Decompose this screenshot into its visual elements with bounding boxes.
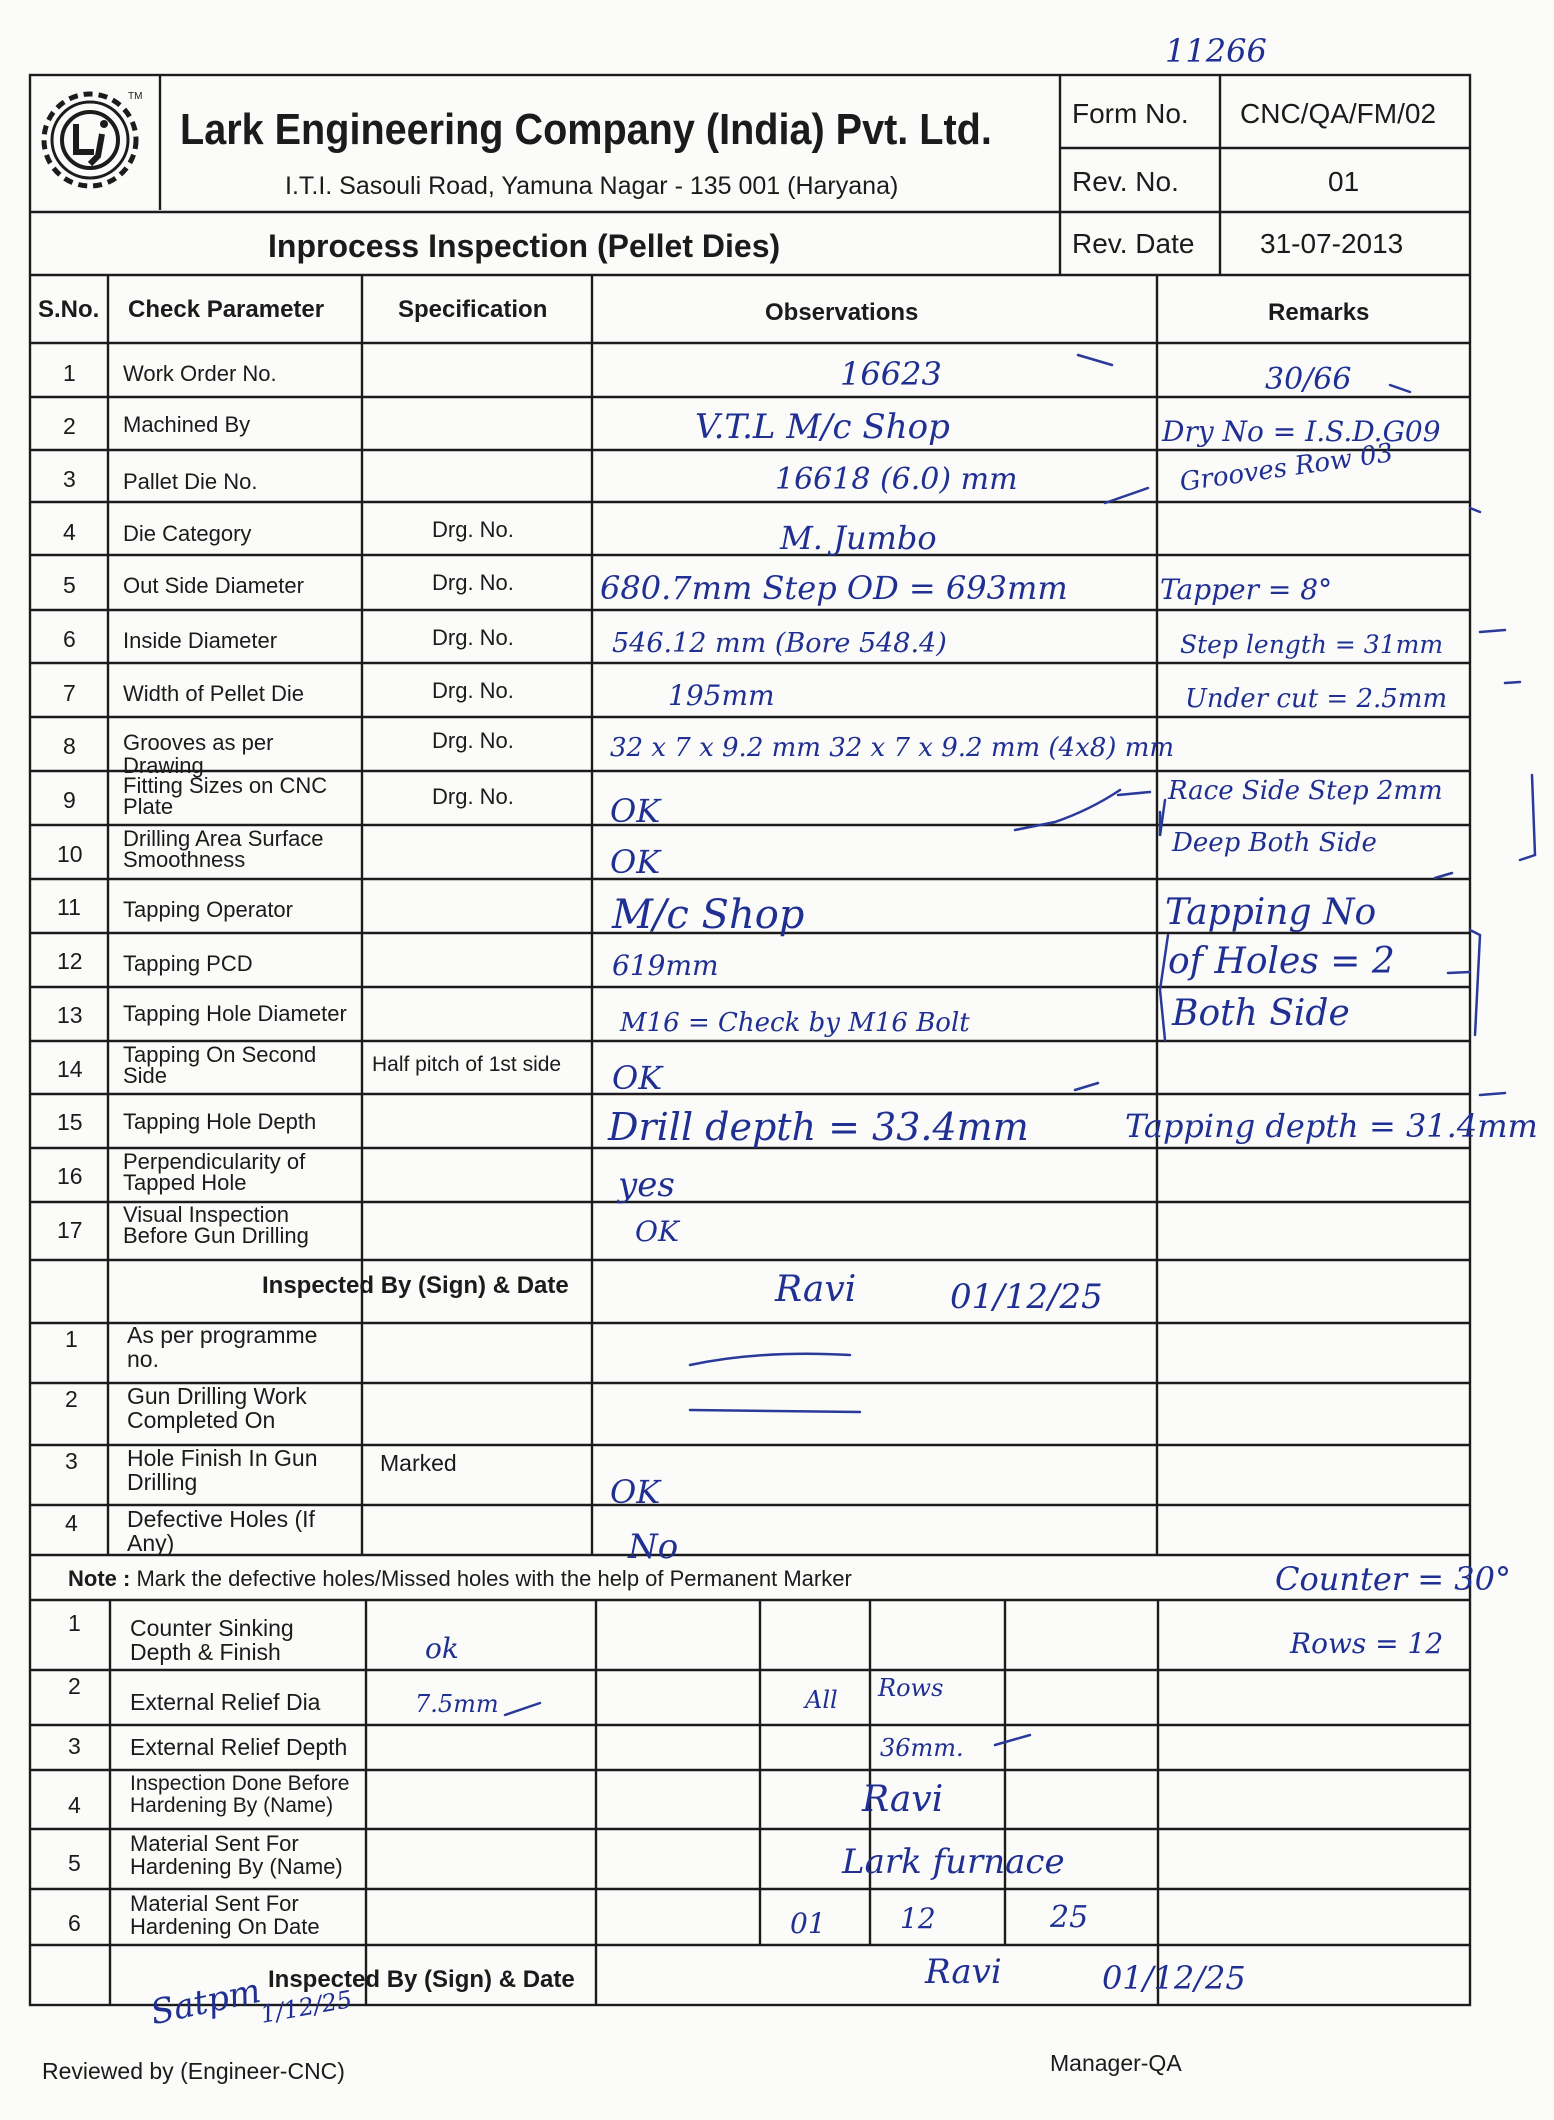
s3-param: Material Sent For Hardening By (Name) xyxy=(130,1831,343,1880)
inspected-label-2: Inspected By (Sign) & Date xyxy=(268,1966,575,1993)
s1-remark: Tapping No xyxy=(1165,892,1377,933)
s3-extra: Rows xyxy=(878,1674,944,1702)
s1-param: Tapping Operator xyxy=(123,897,293,922)
rev-date-value: 31-07-2013 xyxy=(1260,228,1404,259)
note-remark-1: Counter = 30° xyxy=(1275,1560,1511,1598)
header-spec: Specification xyxy=(398,296,548,323)
s2-sno: 3 xyxy=(65,1448,78,1474)
header-observations: Observations xyxy=(765,299,919,326)
reviewed-by-label: Reviewed by (Engineer-CNC) xyxy=(42,2058,345,2084)
s3-param: Inspection Done Before Hardening By (Name) xyxy=(130,1772,350,1818)
s1-remark: Tapper = 8° xyxy=(1160,573,1333,606)
s1-obs: M/c Shop xyxy=(612,892,805,938)
s1-remark: Deep Both Side xyxy=(1172,828,1377,858)
s1-sno: 9 xyxy=(63,787,76,813)
header-remarks: Remarks xyxy=(1268,299,1370,326)
s3-param: Counter Sinking Depth & Finish xyxy=(130,1615,294,1666)
note-remark-2: Rows = 12 xyxy=(1290,1627,1444,1660)
inspected-date-2: 01/12/25 xyxy=(1102,1959,1246,1997)
inspected-date-1: 01/12/25 xyxy=(950,1277,1103,1317)
s2-param: Defective Holes (If Any) xyxy=(127,1506,315,1557)
form-no-label: Form No. xyxy=(1072,98,1189,129)
s2-spec: Marked xyxy=(380,1450,457,1476)
s1-param: Tapping On Second Side xyxy=(123,1042,317,1088)
s3-sno: 3 xyxy=(68,1733,81,1759)
logo-tm: TM xyxy=(128,91,143,102)
s2-param: Hole Finish In Gun Drilling xyxy=(127,1445,318,1496)
s2-param: As per programme no. xyxy=(127,1322,318,1373)
s3-mm: 12 xyxy=(900,1902,936,1935)
s1-spec: Drg. No. xyxy=(432,517,514,542)
inspected-sign-1: Ravi xyxy=(775,1269,857,1310)
s1-sno: 3 xyxy=(63,466,76,492)
note-text xyxy=(68,1568,852,1590)
s3-param: External Relief Depth xyxy=(130,1734,348,1760)
s3-value: Ravi xyxy=(862,1779,944,1820)
s3-value: 7.5mm xyxy=(415,1690,499,1718)
s1-sno: 8 xyxy=(63,733,76,759)
s1-spec: Drg. No. xyxy=(432,678,514,703)
s1-obs: 546.12 mm (Bore 548.4) xyxy=(612,628,947,659)
s1-remark: Race Side Step 2mm xyxy=(1168,776,1443,806)
s3-sno: 2 xyxy=(68,1673,81,1699)
s3-value: Lark furnace xyxy=(842,1842,1065,1882)
s1-sno: 4 xyxy=(63,519,76,545)
s1-obs: OK xyxy=(610,843,661,881)
s2-obs: No xyxy=(628,1527,679,1567)
s1-obs: V.T.L M/c Shop xyxy=(695,407,950,447)
s1-obs: M. Jumbo xyxy=(780,519,937,557)
s3-sno: 6 xyxy=(68,1910,81,1936)
s1-param: Work Order No. xyxy=(123,361,277,386)
s1-sno: 13 xyxy=(57,1002,83,1028)
s1-param: Machined By xyxy=(123,412,251,437)
s1-param: Drilling Area Surface Smoothness xyxy=(123,826,324,872)
s1-remark: Dry No = I.S.D.G09 xyxy=(1162,415,1441,448)
s1-obs: 195mm xyxy=(668,679,775,712)
s1-sno: 1 xyxy=(63,360,76,386)
inspected-label-1: Inspected By (Sign) & Date xyxy=(262,1272,569,1299)
s1-spec: Drg. No. xyxy=(432,625,514,650)
s1-param: Perpendicularity of Tapped Hole xyxy=(123,1149,306,1195)
s1-param: Out Side Diameter xyxy=(123,573,304,598)
s1-sno: 12 xyxy=(57,948,83,974)
s1-sno: 11 xyxy=(57,894,81,920)
s3-sno: 1 xyxy=(68,1610,81,1636)
note-body: Mark the defective holes/Missed holes with the help of Permanent Marker xyxy=(136,1566,852,1591)
doc-title: Inprocess Inspection (Pellet Dies) xyxy=(268,228,781,264)
s1-obs: yes xyxy=(618,1165,675,1205)
rev-no-label: Rev. No. xyxy=(1072,166,1179,197)
s1-param: Visual Inspection Before Gun Drilling xyxy=(123,1202,309,1248)
s1-param: Tapping Hole Diameter xyxy=(123,1001,347,1026)
s3-sno: 4 xyxy=(68,1792,81,1818)
s1-sno: 17 xyxy=(57,1217,83,1243)
company-address: I.T.I. Sasouli Road, Yamuna Nagar - 135 001 (Haryana) xyxy=(285,172,899,200)
s1-obs: 619mm xyxy=(612,949,719,982)
reviewer-date: 1/12/25 xyxy=(258,1985,355,2029)
s1-obs: OK xyxy=(635,1215,679,1248)
s1-remark: Grooves Row 03 xyxy=(1177,438,1396,498)
s1-sno: 5 xyxy=(63,572,76,598)
s2-sno: 1 xyxy=(65,1326,78,1352)
s1-obs: 16618 (6.0) mm xyxy=(775,462,1018,497)
s3-param: External Relief Dia xyxy=(130,1689,321,1715)
s1-sno: 15 xyxy=(57,1109,83,1135)
form-no-value: CNC/QA/FM/02 xyxy=(1240,98,1437,129)
header-param: Check Parameter xyxy=(128,296,325,323)
s2-sno: 2 xyxy=(65,1386,78,1412)
s1-param: Tapping PCD xyxy=(123,951,253,976)
s3-value: 36mm. xyxy=(880,1734,964,1762)
s1-param: Pallet Die No. xyxy=(123,469,258,494)
s1-remark: Under cut = 2.5mm xyxy=(1185,684,1448,714)
s1-spec: Drg. No. xyxy=(432,728,514,753)
s1-obs: 680.7mm Step OD = 693mm xyxy=(600,569,1068,607)
s1-sno: 10 xyxy=(57,841,83,867)
s1-param: Die Category xyxy=(123,521,252,546)
reviewer-signature: Satpm xyxy=(147,1970,265,2034)
s1-spec: Half pitch of 1st side xyxy=(372,1053,562,1076)
company-logo xyxy=(44,94,136,186)
s3-value: ok xyxy=(425,1632,459,1665)
s1-spec: Drg. No. xyxy=(432,570,514,595)
s1-obs: 32 x 7 x 9.2 mm 32 x 7 x 9.2 mm (4x8) mm xyxy=(610,733,1175,763)
company-name: Lark Engineering Company (India) Pvt. Ltd. xyxy=(180,105,992,154)
s3-param: Material Sent For Hardening On Date xyxy=(130,1891,320,1940)
s1-obs: Drill depth = 33.4mm xyxy=(608,1105,1029,1149)
top-number: 11266 xyxy=(1165,32,1267,70)
s1-param: Tapping Hole Depth xyxy=(123,1109,317,1134)
s1-remark: 30/66 xyxy=(1265,362,1352,397)
s2-param: Gun Drilling Work Completed On xyxy=(127,1383,307,1434)
header-sno: S.No. xyxy=(38,296,100,323)
note-label: Note : xyxy=(68,1566,131,1591)
s1-sno: 7 xyxy=(63,680,76,706)
s1-remark: Step length = 31mm xyxy=(1180,630,1444,659)
inspected-sign-2: Ravi xyxy=(925,1952,1002,1992)
s1-sno: 16 xyxy=(57,1163,83,1189)
s1-obs: OK xyxy=(610,792,661,830)
s1-obs: 16623 xyxy=(840,355,942,393)
s1-param: Fitting Sizes on CNC Plate xyxy=(123,773,328,819)
s1-remark: of Holes = 2 xyxy=(1168,941,1395,982)
s1-param: Inside Diameter xyxy=(123,628,278,653)
s1-remark: Tapping depth = 31.4mm xyxy=(1125,1107,1538,1145)
rev-date-label: Rev. Date xyxy=(1072,228,1195,259)
s2-obs: OK xyxy=(610,1473,661,1511)
s3-extra: All xyxy=(805,1686,838,1714)
s1-sno: 14 xyxy=(57,1056,83,1082)
s1-param: Width of Pellet Die xyxy=(123,681,304,706)
s1-obs: M16 = Check by M16 Bolt xyxy=(620,1008,970,1038)
s3-sno: 5 xyxy=(68,1850,81,1876)
manager-qa-label: Manager-QA xyxy=(1050,2050,1182,2076)
s1-spec: Drg. No. xyxy=(432,784,514,809)
s3-dd: 01 xyxy=(790,1907,826,1940)
s1-obs: OK xyxy=(612,1059,663,1097)
rev-no-value: 01 xyxy=(1328,166,1360,197)
s3-yy: 25 xyxy=(1050,1900,1089,1935)
s1-remark: Both Side xyxy=(1172,993,1350,1034)
s2-sno: 4 xyxy=(65,1510,78,1536)
s1-param: Grooves as per Drawing xyxy=(123,730,274,779)
s1-sno: 2 xyxy=(63,413,76,439)
s1-sno: 6 xyxy=(63,626,76,652)
